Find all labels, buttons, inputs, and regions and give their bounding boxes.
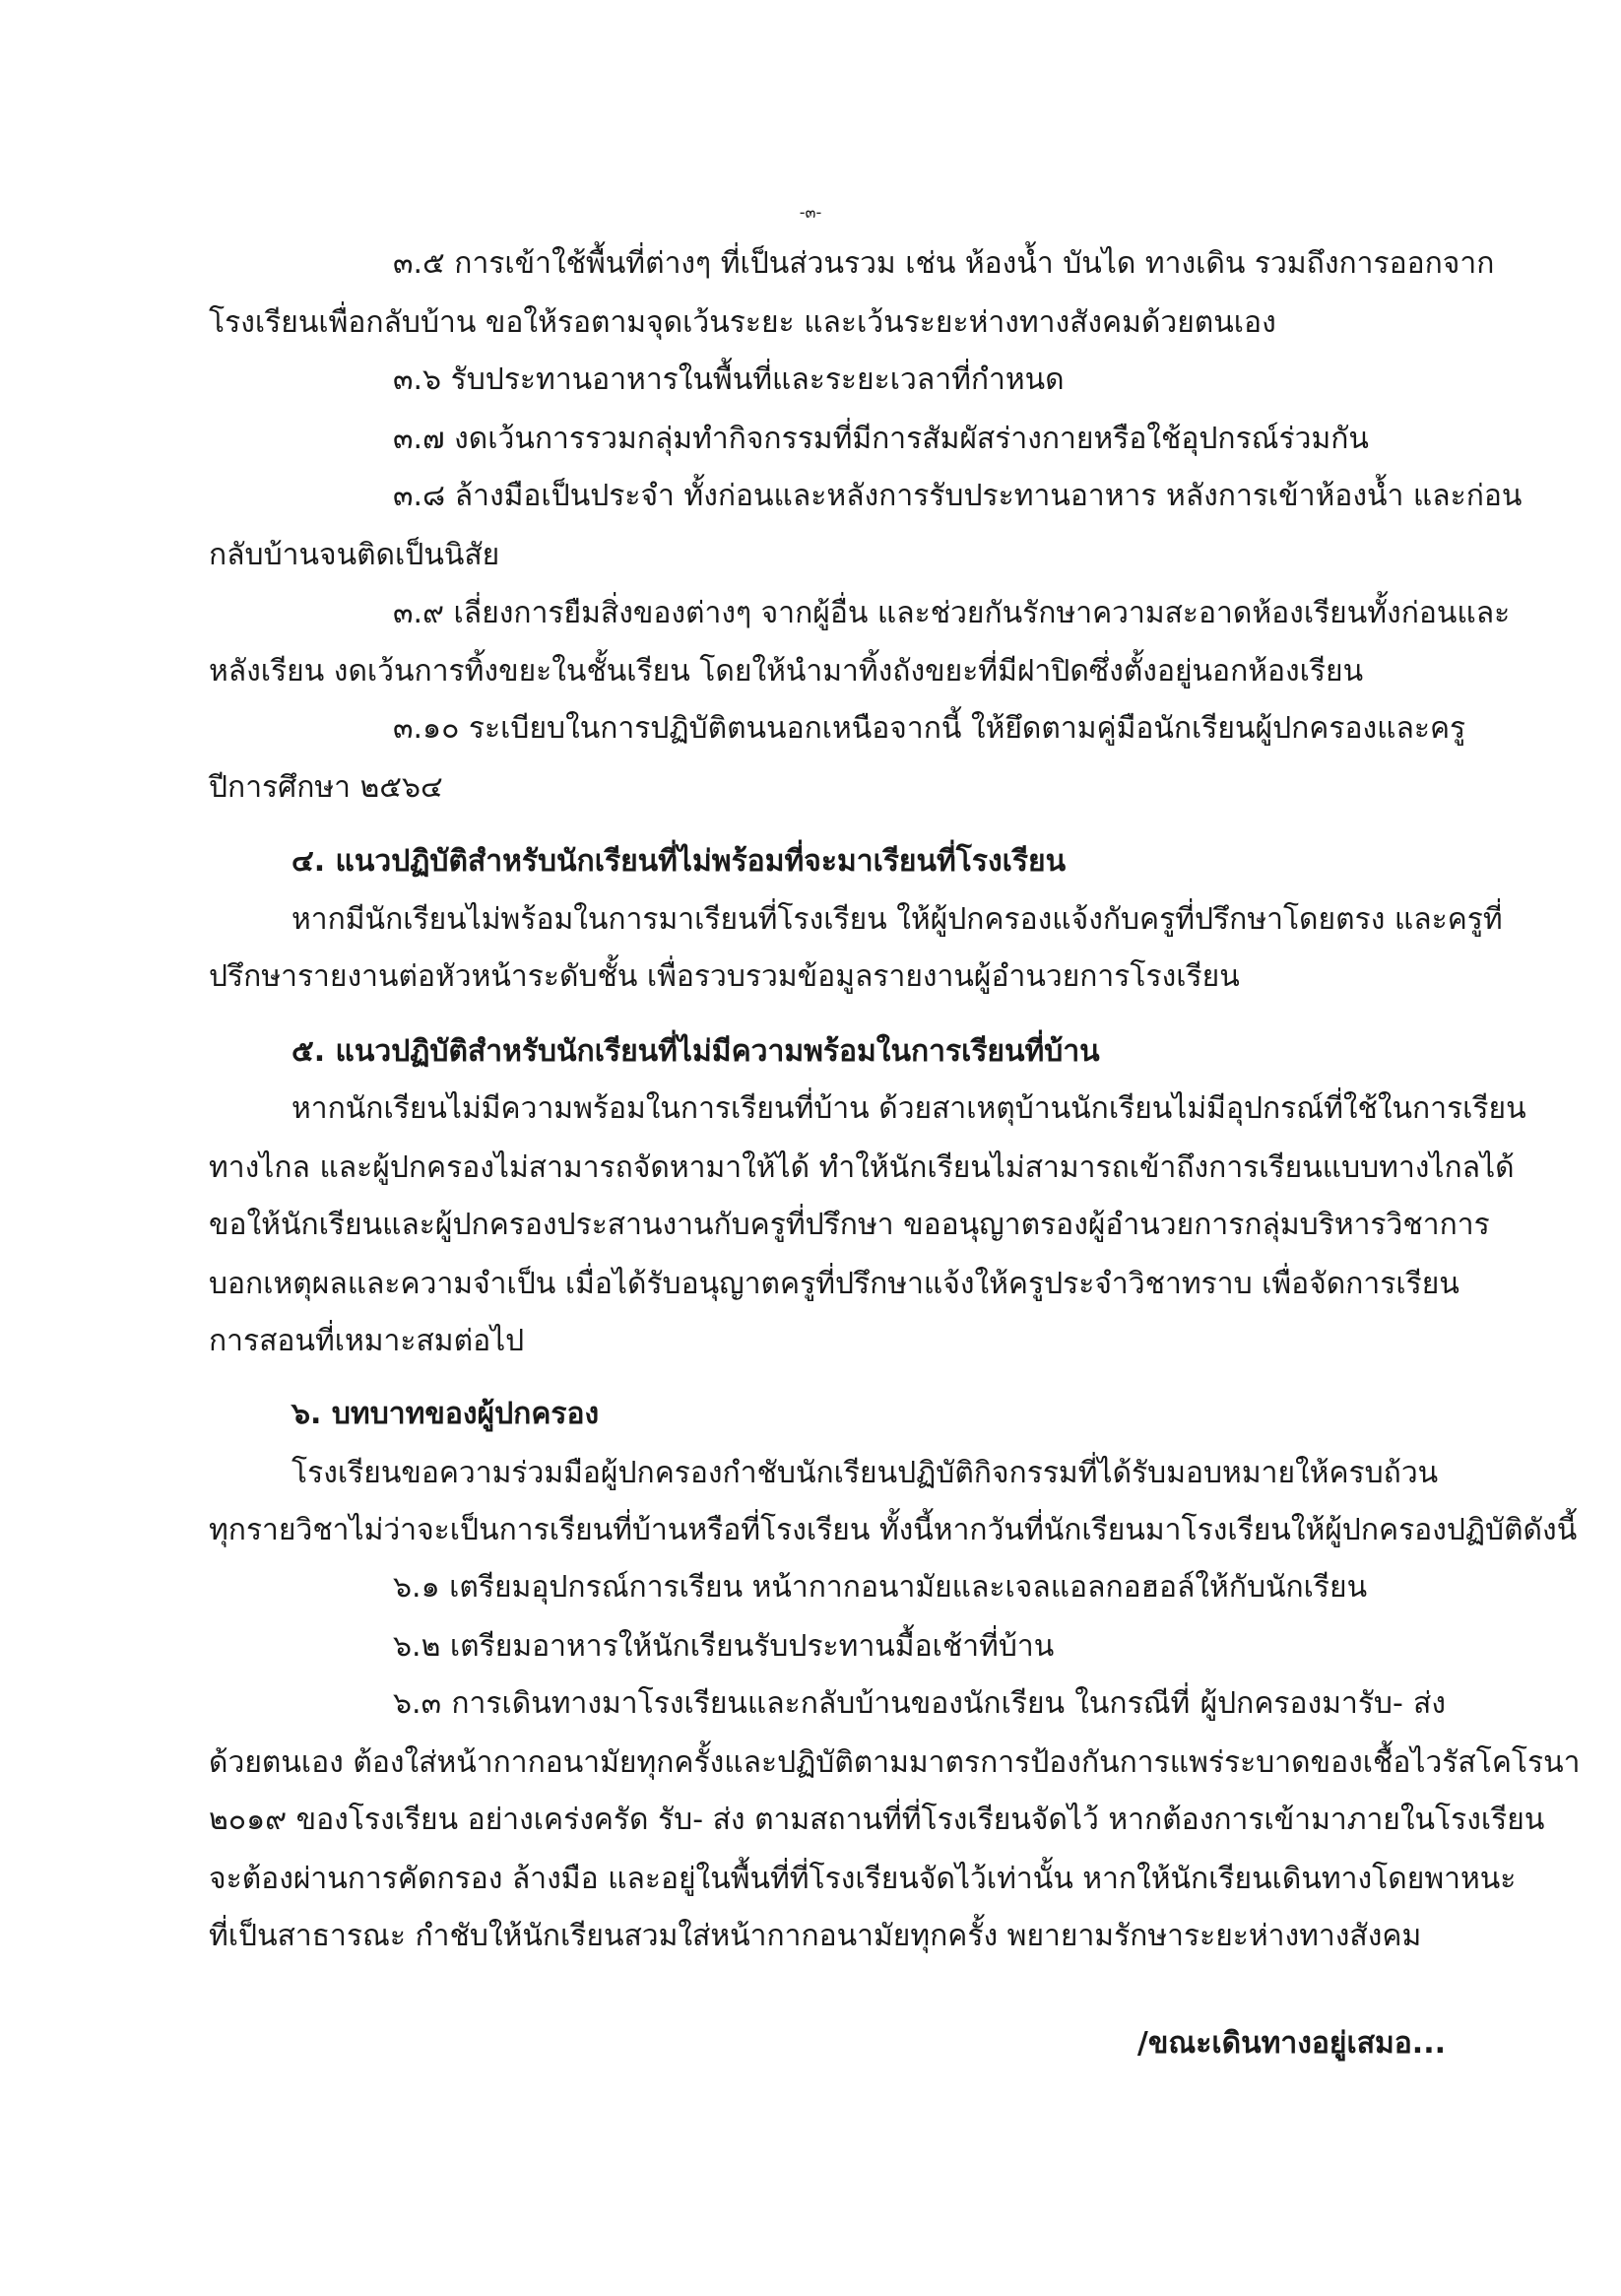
- section-6-line-1: โรงเรียนขอความร่วมมือผู้ปกครองกำชับนักเรียนปฏิบัติกิจกรรมที่ได้รับมอบหมายให้ครบถ้วน: [292, 1456, 1439, 1490]
- clause-3-5-line-1: ๓.๕ การเข้าใช้พื้นที่ต่างๆ ที่เป็นส่วนรวม เช่น ห้องน้ำ บันได ทางเดิน รวมถึงการออกจาก: [393, 246, 1495, 281]
- section-5-line-3: ขอให้นักเรียนและผู้ปกครองประสานงานกับครูที่ปรึกษา ขออนุญาตรองผู้อำนวยการกลุ่มบริหารวิชาการ: [209, 1208, 1490, 1242]
- section-4-heading: ๔. แนวปฏิบัติสำหรับนักเรียนที่ไม่พร้อมที่จะมาเรียนที่โรงเรียน: [292, 844, 1067, 879]
- section-4-line-2: ปรึกษารายงานต่อหัวหน้าระดับชั้น เพื่อรวบรวมข้อมูลรายงานผู้อำนวยการโรงเรียน: [209, 959, 1240, 994]
- clause-6-3-line-2: ด้วยตนเอง ต้องใส่หน้ากากอนามัยทุกครั้งและปฏิบัติตามมาตรการป้องกันการแพร่ระบาดของเชื้อไวรัสโคโรนา: [209, 1745, 1581, 1780]
- clause-6-3-line-3: ๒๐๑๙ ของโรงเรียน อย่างเคร่งครัด รับ- ส่ง ตามสถานที่ที่โรงเรียนจัดไว้ หากต้องการเข้ามาภายในโรงเรียน: [209, 1803, 1545, 1837]
- section-4-line-1: หากมีนักเรียนไม่พร้อมในการมาเรียนที่โรงเรียน ให้ผู้ปกครองแจ้งกับครูที่ปรึกษาโดยตรง และครูที่: [292, 902, 1503, 937]
- section-6-line-2: ทุกรายวิชาไม่ว่าจะเป็นการเรียนที่บ้านหรือที่โรงเรียน ทั้งนี้หากวันที่นักเรียนมาโรงเรียนให้ผู้ปกครองปฏิบัติดังนี้: [209, 1513, 1578, 1547]
- section-5-line-2: ทางไกล และผู้ปกครองไม่สามารถจัดหามาให้ได้ ทำให้นักเรียนไม่สามารถเข้าถึงการเรียนแบบทางไกลได้: [209, 1150, 1515, 1185]
- clause-3-9-line-1: ๓.๙ เลี่ยงการยืมสิ่งของต่างๆ จากผู้อื่น และช่วยกันรักษาความสะอาดห้องเรียนทั้งก่อนและ: [393, 596, 1511, 630]
- clause-3-8-line-2: กลับบ้านจนติดเป็นนิสัย: [209, 538, 500, 572]
- clause-3-6: ๓.๖ รับประทานอาหารในพื้นที่และระยะเวลาที่กำหนด: [393, 362, 1065, 397]
- clause-6-3-line-4: จะต้องผ่านการคัดกรอง ล้างมือ และอยู่ในพื้นที่ที่โรงเรียนจัดไว้เท่านั้น หากให้นักเรียนเดินทางโดยพาหนะ: [209, 1862, 1517, 1896]
- clause-3-9-line-2: หลังเรียน งดเว้นการทิ้งขยะในชั้นเรียน โดยให้นำมาทิ้งถังขยะที่มีฝาปิดซึ่งตั้งอยู่นอกห้องเรียน: [209, 654, 1364, 689]
- clause-3-7: ๓.๗ งดเว้นการรวมกลุ่มทำกิจกรรมที่มีการสัมผัสร่างกายหรือใช้อุปกรณ์ร่วมกัน: [393, 422, 1369, 456]
- section-5-heading: ๕. แนวปฏิบัติสำหรับนักเรียนที่ไม่มีความพร้อมในการเรียนที่บ้าน: [292, 1034, 1100, 1069]
- clause-6-3-line-5: ที่เป็นสาธารณะ กำชับให้นักเรียนสวมใส่หน้ากากอนามัยทุกครั้ง พยายามรักษาระยะห่างทางสังคม: [209, 1919, 1422, 1953]
- clause-6-1: ๖.๑ เตรียมอุปกรณ์การเรียน หน้ากากอนามัยและเจลแอลกอฮอล์ให้กับนักเรียน: [393, 1570, 1368, 1605]
- clause-6-3-line-1: ๖.๓ การเดินทางมาโรงเรียนและกลับบ้านของนักเรียน ในกรณีที่ ผู้ปกครองมารับ- ส่ง: [393, 1686, 1446, 1721]
- continuation-note: /ขณะเดินทางอยู่เสมอ...: [1136, 2026, 1446, 2061]
- clause-3-10-line-1: ๓.๑๐ ระเบียบในการปฏิบัติตนนอกเหนือจากนี้ ให้ยึดตามคู่มือนักเรียนผู้ปกครองและครู: [393, 711, 1466, 746]
- clause-3-10-line-2: ปีการศึกษา ๒๕๖๔: [209, 770, 443, 805]
- section-5-line-1: หากนักเรียนไม่มีความพร้อมในการเรียนที่บ้าน ด้วยสาเหตุบ้านนักเรียนไม่มีอุปกรณ์ที่ใช้ในการเรียน: [292, 1091, 1526, 1126]
- clause-3-8-line-1: ๓.๘ ล้างมือเป็นประจำ ทั้งก่อนและหลังการรับประทานอาหาร หลังการเข้าห้องน้ำ และก่อน: [393, 479, 1523, 513]
- section-6-heading: ๖. บทบาทของผู้ปกครอง: [292, 1397, 600, 1431]
- clause-3-5-line-2: โรงเรียนเพื่อกลับบ้าน ขอให้รอตามจุดเว้นระยะ และเว้นระยะห่างทางสังคมด้วยตนเอง: [209, 305, 1276, 340]
- section-5-line-5: การสอนที่เหมาะสมต่อไป: [209, 1324, 525, 1358]
- page-number: -๓-: [799, 203, 822, 222]
- section-5-line-4: บอกเหตุผลและความจำเป็น เมื่อได้รับอนุญาตครูที่ปรึกษาแจ้งให้ครูประจำวิชาทราบ เพื่อจัดการเรียน: [209, 1267, 1459, 1301]
- clause-6-2: ๖.๒ เตรียมอาหารให้นักเรียนรับประทานมื้อเช้าที่บ้าน: [393, 1629, 1055, 1664]
